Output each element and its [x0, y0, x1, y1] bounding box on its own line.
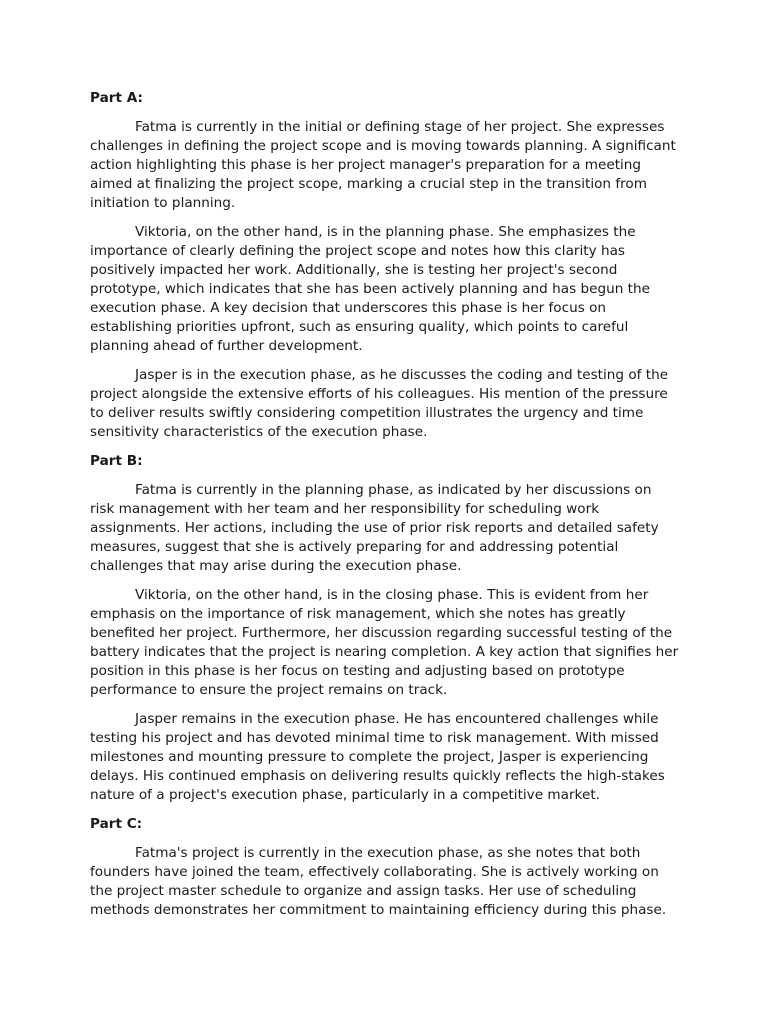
paragraph: Fatma's project is currently in the execution phase, as she notes that both founders have joined the team, effectively collaborating. She is actively working on the project master schedule to organize and assign tasks. Her use of scheduling methods demonstrates her commitment to maintaining efficiency during this phase. — [90, 845, 667, 918]
section-heading: Part C: — [90, 816, 143, 832]
document-page — [90, 89, 680, 930]
section-part-b — [90, 452, 680, 805]
section-heading: Part B: — [90, 453, 143, 469]
paragraph: Fatma is currently in the planning phase, as indicated by her discussions on risk management with her team and her responsibility for scheduling work assignments. Her actions, including the use of prior risk reports and detailed safety measures, suggest that she is actively preparing for and addressing potential challenges that may arise during the execution phase. — [90, 482, 659, 574]
paragraph: Viktoria, on the other hand, is in the planning phase. She emphasizes the importance of clearly defining the project scope and notes how this clarity has positively impacted her work. Additionally, she is testing her project's second prototype, which indicates that she has been actively planning and has begun the execution phase. A key decision that underscores this phase is her focus on establishing priorities upfront, such as ensuring quality, which points to careful planning ahead of further development. — [90, 224, 650, 354]
paragraph: Viktoria, on the other hand, is in the closing phase. This is evident from her emphasis on the importance of risk management, which she notes has greatly benefited her project. Furthermore, her discussion regarding successful testing of the battery indicates that the project is nearing completion. A key action that signifies her position in this phase is her focus on testing and adjusting based on prototype performance to ensure the project remains on track. — [90, 587, 679, 698]
paragraph: Jasper remains in the execution phase. He has encountered challenges while testing his project and has devoted minimal time to risk management. With missed milestones and mounting pressure to complete the project, Jasper is experiencing delays. His continued emphasis on delivering results quickly reflects the high-stakes nature of a project's execution phase, particularly in a competitive market. — [90, 711, 665, 803]
section-heading: Part A: — [90, 90, 143, 106]
section-part-c — [90, 815, 680, 920]
section-part-a — [90, 89, 680, 442]
paragraph: Jasper is in the execution phase, as he discusses the coding and testing of the project alongside the extensive efforts of his colleagues. His mention of the pressure to deliver results swiftly considering competition illustrates the urgency and time sensitivity characteristics of the execution phase. — [90, 367, 669, 440]
paragraph: Fatma is currently in the initial or defining stage of her project. She expresses challenges in defining the project scope and is moving towards planning. A significant action highlighting this phase is her project manager's preparation for a meeting aimed at finalizing the project scope, marking a crucial step in the transition from initiation to planning. — [90, 119, 676, 211]
